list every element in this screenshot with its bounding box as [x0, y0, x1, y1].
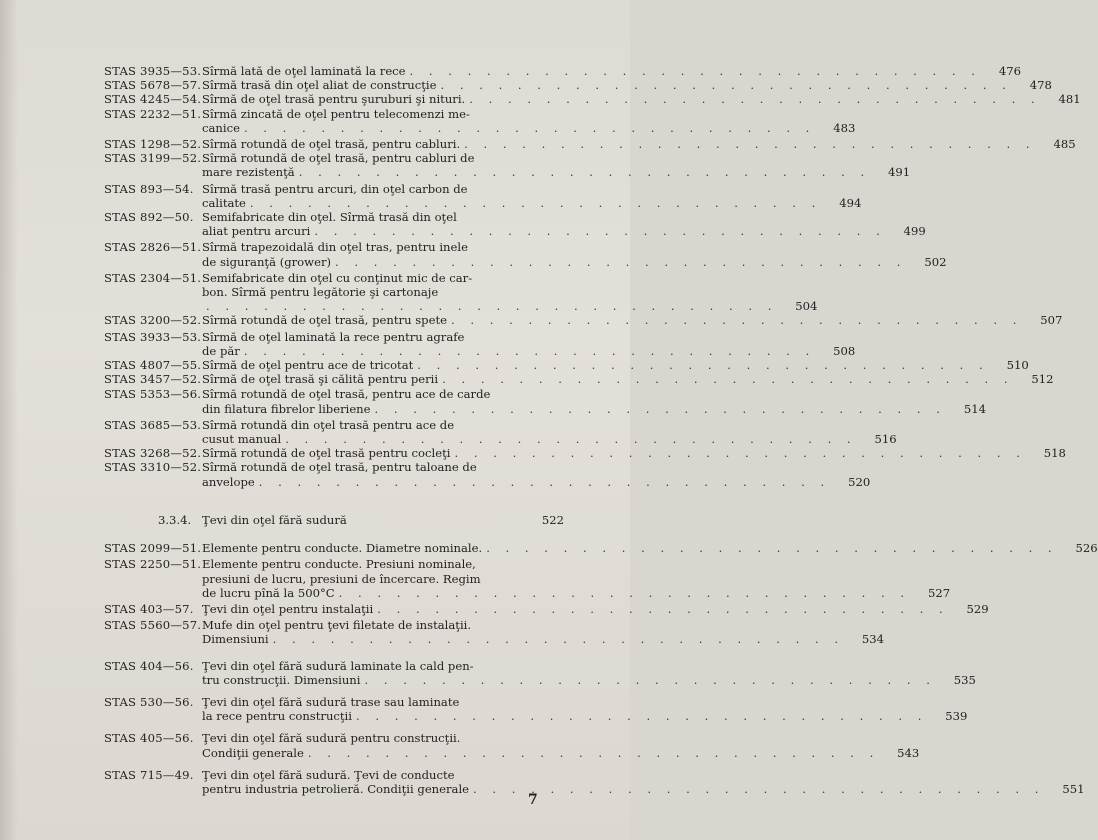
entry-page: 483	[833, 120, 856, 135]
section-heading	[104, 513, 564, 527]
entry-title: Sîrmă de oţel trasă şi călită pentru perii	[202, 372, 439, 387]
entry-page: 494	[839, 195, 862, 210]
entry-title-line: Ţevi din oţel fără sudură laminate la cald pen-	[202, 658, 474, 673]
entry-title: Dimensiuni	[202, 632, 269, 647]
stas-code: STAS 405—56.	[104, 731, 194, 746]
entry-title-line: Sîrmă zincată de oţel pentru telecomenzi me-	[202, 106, 470, 121]
toc-entry: STAS 2826—51. Sîrmă trapezoidală din oţel tras, pentru inele de siguranţă (grower) . . . . . . . . . . . . . . . . . . . . . . . . . . . . . . 502	[104, 240, 947, 269]
toc-entry: STAS 3935—53. Sîrmă lată de oţel laminată la rece . . . . . . . . . . . . . . . . . . . . . . . . . . . . . . 476	[104, 64, 1021, 78]
entry-title: anvelope	[202, 474, 255, 489]
entry-page: 512	[1031, 372, 1054, 387]
toc-entry: STAS 405—56. Ţevi din oţel fără sudură pentru construcţii. Condiţii generale . . . . . . . . . . . . . . . . . . . . . . . . . . . . . . 543	[104, 731, 920, 760]
table-of-contents	[104, 64, 1098, 796]
stas-code: STAS 5353—56.	[104, 387, 202, 402]
stas-code: STAS 404—56.	[104, 658, 194, 673]
entry-title: tru construcţii. Dimensiuni	[202, 672, 361, 687]
entry-title-line: Sîrmă trapezoidală din oţel tras, pentru inele	[202, 240, 468, 255]
toc-entry: STAS 3199—52. Sîrmă rotundă de oţel trasă, pentru cabluri de mare rezistenţă . . . . . . . . . . . . . . . . . . . . . . . . . . . . . . 491	[104, 151, 911, 180]
entry-title: Ţevi din oţel pentru instalaţii	[202, 601, 374, 616]
entry-page: 481	[1058, 92, 1081, 107]
entry-title: pentru industria petrolieră. Condiţii generale	[202, 781, 470, 796]
entry-title: Condiţii generale	[202, 745, 304, 760]
entry-page: 507	[1040, 313, 1063, 328]
entry-title-line: Sîrmă rotundă din oţel trasă pentru ace de	[202, 417, 455, 432]
toc-entry: STAS 3200—52. Sîrmă rotundă de oţel trasă, pentru spete . . . . . . . . . . . . . . . . . . . . . . . . . . . . . . 507	[104, 313, 1063, 328]
toc-entry: STAS 3933—53. Sîrmă de oţel laminată la rece pentru agrafe de păr . . . . . . . . . . . . . . . . . . . . . . . . . . . . . . 508	[104, 329, 856, 358]
stas-code: STAS 4807—55.	[104, 358, 202, 373]
section-number: 3.3.4.	[158, 512, 192, 527]
entry-page: 518	[1043, 446, 1066, 461]
entry-page: 535	[953, 672, 976, 687]
entry-title: mare rezistenţă	[202, 165, 295, 180]
section-page: 522	[541, 512, 564, 527]
stas-code: STAS 2826—51.	[104, 240, 202, 255]
stas-code: STAS 2099—51.	[104, 541, 202, 556]
entry-page: 510	[1006, 358, 1029, 373]
entry-page: 504	[795, 299, 818, 314]
entry-title-line: Sîrmă trasă pentru arcuri, din oţel carbon de	[202, 181, 468, 196]
stas-code: STAS 1298—52.	[104, 137, 202, 152]
entry-title: Sîrmă de oţel trasă pentru şuruburi şi nituri.	[202, 92, 466, 107]
entry-page: 534	[861, 632, 885, 647]
toc-entry: STAS 893—54. Sîrmă trasă pentru arcuri, din oţel carbon de calitate . . . . . . . . . . . . . . . . . . . . . . . . . . . . . . 494	[104, 181, 862, 210]
stas-code: STAS 3685—53.	[104, 417, 202, 432]
stas-code: STAS 2232—51.	[104, 106, 202, 121]
toc-entry: STAS 2099—51. Elemente pentru conducte. Diametre nominale. . . . . . . . . . . . . . . . . . . . . . . . . . . . . . . 526	[104, 541, 1098, 556]
entry-page: 476	[998, 64, 1021, 78]
entry-title: din filatura fibrelor liberiene	[202, 401, 371, 416]
entry-title-line: Ţevi din oţel fără sudură pentru construcţii.	[202, 731, 461, 746]
stas-code: STAS 5678—57.	[104, 78, 202, 93]
entry-page: 478	[1029, 78, 1052, 93]
stas-code: STAS 5560—57.	[104, 618, 202, 633]
stas-code: STAS 3457—52.	[104, 372, 202, 387]
entry-page: 543	[897, 745, 920, 760]
entry-page: 526	[1075, 541, 1098, 556]
entry-title-line: presiuni de lucru, presiuni de încercare. Regim	[202, 571, 481, 586]
entry-title-line: Sîrmă de oţel laminată la rece pentru agrafe	[202, 329, 465, 344]
entry-page: 527	[927, 585, 951, 600]
entry-page: 508	[833, 343, 856, 358]
toc-entry: STAS 1298—52. Sîrmă rotundă de oţel trasă, pentru cabluri. . . . . . . . . . . . . . . . . . . . . . . . . . . . . . . 485	[104, 137, 1076, 152]
toc-entry: STAS 715—49. Ţevi din oţel fără sudură. Ţevi de conducte pentru industria petrolieră. Condiţii generale . . . . . . . . . . . . . . . . . . . . . . . . . . . . . . 551	[104, 767, 1085, 796]
stas-code: STAS 3200—52.	[104, 313, 202, 328]
entry-title-line: Sîrmă rotundă de oţel trasă, pentru taloane de	[202, 460, 477, 475]
entry-page: 520	[848, 474, 871, 489]
stas-code: STAS 530—56.	[104, 694, 194, 709]
entry-page: 499	[903, 224, 926, 239]
entry-title-line: Elemente pentru conducte. Presiuni nominale,	[202, 557, 476, 572]
stas-code: STAS 2250—51.	[104, 557, 202, 572]
entry-page: 502	[924, 254, 947, 269]
entry-title: Sîrmă trasă din oţel aliat de construcţie	[202, 78, 437, 93]
toc-entry: STAS 4807—55. Sîrmă de oţel pentru ace de tricotat . . . . . . . . . . . . . . . . . . . . . . . . . . . . . . 510	[104, 358, 1029, 373]
entry-title: canice	[202, 120, 240, 135]
entry-title: cusut manual	[202, 432, 282, 447]
toc-entry: STAS 530—56. Ţevi din oţel fără sudură trase sau laminate la rece pentru construcţii . . . . . . . . . . . . . . . . . . . . . . . . . . . . . . 539	[104, 694, 968, 724]
entry-title: calitate	[202, 195, 246, 210]
entry-title-line: Ţevi din oţel fără sudură trase sau laminate	[202, 694, 460, 709]
stas-code: STAS 3933—53.	[104, 329, 202, 344]
toc-entry: STAS 404—56. Ţevi din oţel fără sudură laminate la cald pen- tru construcţii. Dimensiuni . . . . . . . . . . . . . . . . . . . . . . . . . . . . . . 535	[104, 658, 976, 687]
entry-title: de păr	[202, 343, 240, 358]
pipe-standards-list	[104, 541, 1098, 796]
entry-title: de lucru pînă la 500°C	[202, 585, 335, 600]
entry-title: Elemente pentru conducte. Diametre nominale.	[202, 541, 483, 556]
toc-entry: STAS 3685—53. Sîrmă rotundă din oţel trasă pentru ace de cusut manual . . . . . . . . . . . . . . . . . . . . . . . . . . . . . . 516	[104, 417, 897, 447]
entry-page: 539	[945, 709, 968, 724]
entry-page: 491	[888, 165, 911, 180]
section-title: Ţevi din oţel fără sudură	[202, 512, 347, 527]
entry-title: de siguranţă (grower)	[202, 254, 332, 269]
toc-entry: STAS 2232—51. Sîrmă zincată de oţel pentru telecomenzi me- canice . . . . . . . . . . . . . . . . . . . . . . . . . . . . . . 483	[104, 106, 856, 135]
stas-code: STAS 3935—53.	[104, 64, 202, 78]
toc-entry: STAS 3457—52. Sîrmă de oţel trasă şi călită pentru perii . . . . . . . . . . . . . . . . . . . . . . . . . . . . . . 512	[104, 372, 1054, 387]
toc-entry: STAS 2250—51. Elemente pentru conducte. Presiuni nominale, presiuni de lucru, presiuni de încercare. Regim de lucru pînă la 500°C . . . . . . . . . . . . . . . . . . . . . . . . . . . . . . 527	[104, 557, 951, 600]
stas-code: STAS 715—49.	[104, 767, 194, 782]
entry-title-line: Sîrmă rotundă de oţel trasă, pentru ace de carde	[202, 387, 491, 402]
toc-entry: STAS 3310—52. Sîrmă rotundă de oţel trasă, pentru taloane de anvelope . . . . . . . . . . . . . . . . . . . . . . . . . . . . . . 520	[104, 460, 871, 489]
entry-title: aliat pentru arcuri	[202, 224, 311, 239]
stas-code: STAS 3310—52.	[104, 460, 202, 475]
page-number: 7	[528, 792, 538, 808]
entry-page: 514	[963, 401, 986, 416]
entry-title: la rece pentru construcţii	[202, 709, 352, 724]
entry-title-line: Mufe din oţel pentru ţevi filetate de instalaţii.	[202, 618, 472, 633]
entry-title-line: Semifabricate din oţel. Sîrmă trasă din oţel	[202, 210, 457, 225]
toc-entry: STAS 5560—57. Mufe din oţel pentru ţevi filetate de instalaţii. Dimensiuni . . . . . . . . . . . . . . . . . . . . . . . . . . . . . . 534	[104, 618, 885, 647]
stas-code: STAS 3199—52.	[104, 151, 202, 166]
toc-entry: STAS 4245—54. Sîrmă de oţel trasă pentru şuruburi şi nituri. . . . . . . . . . . . . . . . . . . . . . . . . . . . . . . 481	[104, 92, 1081, 107]
entry-page: 529	[966, 601, 989, 616]
entry-title-line: Sîrmă rotundă de oţel trasă, pentru cabluri de	[202, 151, 475, 166]
entry-title: Sîrmă rotundă de oţel trasă pentru cocleţi	[202, 446, 451, 461]
entry-title: Sîrmă lată de oţel laminată la rece	[202, 64, 406, 78]
entry-page: 516	[874, 432, 897, 447]
stas-code: STAS 403—57.	[104, 601, 194, 616]
toc-entry: STAS 403—57. Ţevi din oţel pentru instalaţii . . . . . . . . . . . . . . . . . . . . . . . . . . . . . . 529	[104, 601, 989, 616]
toc-entry: STAS 892—50. Semifabricate din oţel. Sîrmă trasă din oţel aliat pentru arcuri . . . . . . . . . . . . . . . . . . . . . . . . . . . . . . 499	[104, 210, 926, 239]
entry-title: Sîrmă de oţel pentru ace de tricotat	[202, 358, 414, 373]
toc-entry: STAS 5353—56. Sîrmă rotundă de oţel trasă, pentru ace de carde din filatura fibrelor liberiene . . . . . . . . . . . . . . . . . . . . . . . . . . . . . . 514	[104, 387, 986, 416]
entry-title-line: Ţevi din oţel fără sudură. Ţevi de conducte	[202, 767, 455, 782]
stas-code: STAS 893—54.	[104, 181, 194, 196]
toc-entry: STAS 5678—57. Sîrmă trasă din oţel aliat de construcţie . . . . . . . . . . . . . . . . . . . . . . . . . . . . . . 478	[104, 78, 1052, 93]
stas-code: STAS 2304—51.	[104, 270, 202, 285]
toc-entry: STAS 2304—51. Semifabricate din oţel cu conţinut mic de car- bon. Sîrmă pentru legătorie şi cartonaje . . . . . . . . . . . . . . . . . . . . . . . . . . . . . . 504	[104, 270, 818, 314]
wire-standards-list	[104, 64, 1081, 489]
toc-entry: STAS 3268—52. Sîrmă rotundă de oţel trasă pentru cocleţi . . . . . . . . . . . . . . . . . . . . . . . . . . . . . . 518	[104, 446, 1066, 461]
entry-page: 485	[1053, 137, 1076, 152]
stas-code: STAS 892—50.	[104, 210, 194, 225]
entry-title: Sîrmă rotundă de oţel trasă, pentru cabluri.	[202, 137, 461, 152]
entry-title-line: Semifabricate din oţel cu conţinut mic de car-	[202, 270, 473, 285]
entry-title: Sîrmă rotundă de oţel trasă, pentru spete	[202, 313, 447, 328]
entry-title-line: bon. Sîrmă pentru legătorie şi cartonaje	[202, 285, 439, 300]
stas-code: STAS 3268—52.	[104, 446, 202, 461]
entry-page: 551	[1062, 781, 1085, 796]
stas-code: STAS 4245—54.	[104, 92, 202, 107]
